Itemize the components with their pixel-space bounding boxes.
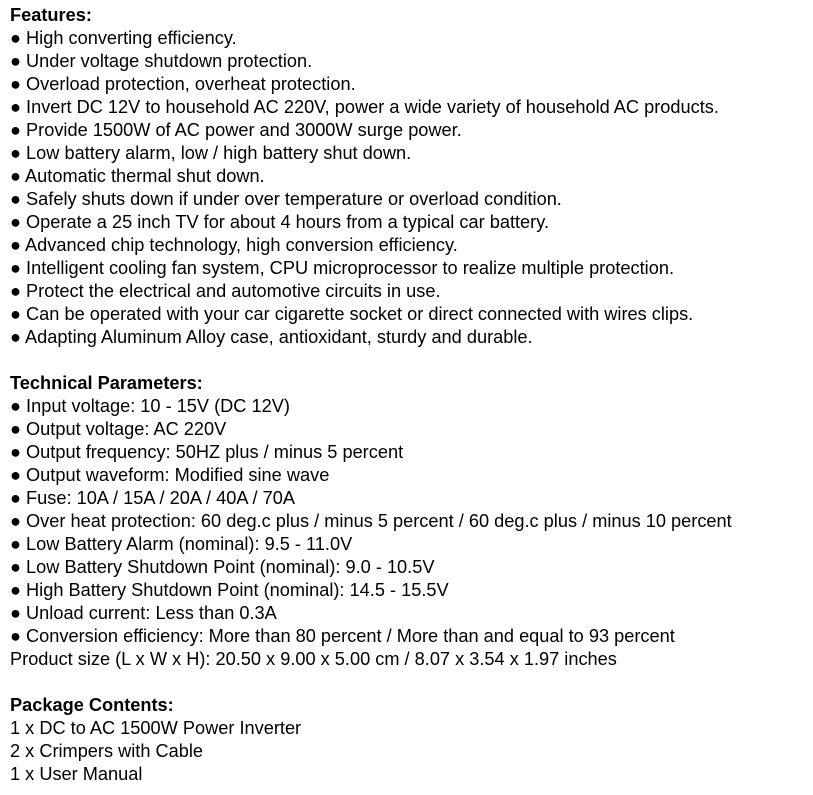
- feature-item: ● Operate a 25 inch TV for about 4 hours from a typical car battery.: [10, 212, 550, 232]
- feature-item: ● Protect the electrical and automotive circuits in use.: [10, 281, 441, 301]
- product-size: Product size (L x W x H): 20.50 x 9.00 x 5.00 cm / 8.07 x 3.54 x 1.97 inches: [10, 649, 617, 669]
- feature-item: ● Safely shuts down if under over temperature or overload condition.: [10, 189, 562, 209]
- parameter-item: ● Conversion efficiency: More than 80 percent / More than and equal to 93 percent: [10, 626, 675, 646]
- feature-item: ● Under voltage shutdown protection.: [10, 51, 313, 71]
- package-item: 2 x Crimpers with Cable: [10, 741, 204, 761]
- parameter-item: ● Output voltage: AC 220V: [10, 419, 227, 439]
- parameter-item: ● Over heat protection: 60 deg.c plus / minus 5 percent / 60 deg.c plus / minus 10 percent: [10, 511, 732, 531]
- feature-item: ● Invert DC 12V to household AC 220V, power a wide variety of household AC products.: [10, 97, 719, 117]
- feature-item: ● Low battery alarm, low / high battery shut down.: [10, 143, 412, 163]
- feature-item: ● Overload protection, overheat protection.: [10, 74, 356, 94]
- feature-item: ● Automatic thermal shut down.: [10, 166, 265, 186]
- feature-item: ● Can be operated with your car cigarette socket or direct connected with wires clips.: [10, 304, 694, 324]
- package-item: 1 x User Manual: [10, 764, 143, 784]
- technical-parameters-heading: Technical Parameters:: [10, 373, 203, 393]
- feature-item: ● Advanced chip technology, high conversion efficiency.: [10, 235, 458, 255]
- parameter-item: ● Output waveform: Modified sine wave: [10, 465, 330, 485]
- feature-item: ● High converting efficiency.: [10, 28, 237, 48]
- feature-item: ● Intelligent cooling fan system, CPU microprocessor to realize multiple protection.: [10, 258, 674, 278]
- parameter-item: ● Low Battery Shutdown Point (nominal): 9.0 - 10.5V: [10, 557, 435, 577]
- package-contents-heading: Package Contents:: [10, 695, 174, 715]
- section-spacer: [10, 671, 813, 694]
- feature-item: ● Adapting Aluminum Alloy case, antioxidant, sturdy and durable.: [10, 327, 533, 347]
- parameter-item: ● Output frequency: 50HZ plus / minus 5 percent: [10, 442, 404, 462]
- feature-item: ● Provide 1500W of AC power and 3000W surge power.: [10, 120, 462, 140]
- parameter-item: ● Low Battery Alarm (nominal): 9.5 - 11.0V: [10, 534, 353, 554]
- parameter-item: ● Fuse: 10A / 15A / 20A / 40A / 70A: [10, 488, 296, 508]
- features-heading: Features:: [10, 5, 92, 25]
- parameter-item: ● Unload current: Less than 0.3A: [10, 603, 277, 623]
- parameter-item: ● Input voltage: 10 - 15V (DC 12V): [10, 396, 290, 416]
- package-item: 1 x DC to AC 1500W Power Inverter: [10, 718, 302, 738]
- section-spacer: [10, 349, 813, 372]
- parameter-item: ● High Battery Shutdown Point (nominal): 14.5 - 15.5V: [10, 580, 449, 600]
